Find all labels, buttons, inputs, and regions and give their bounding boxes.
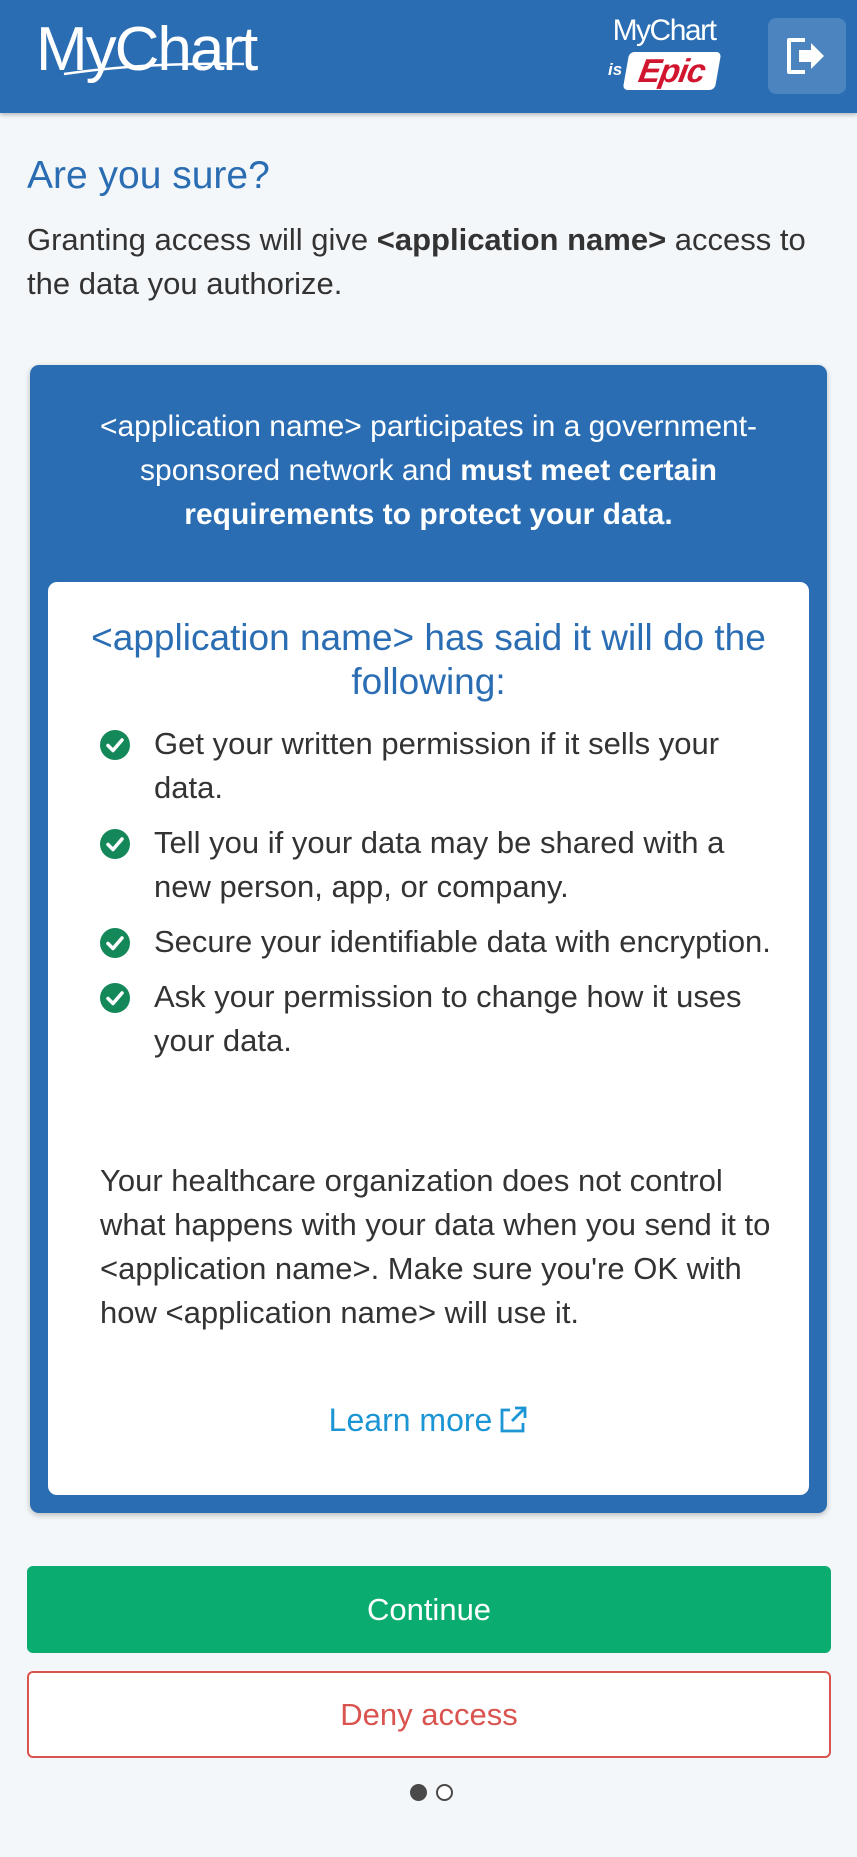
pagination-dots (410, 1784, 460, 1804)
mychart-is-epic-badge (594, 14, 734, 96)
check-circle-icon (100, 928, 130, 958)
page-dot-inactive (436, 1784, 453, 1801)
data-control-note: Your healthcare organization does not control what happens with your data when you send it to <application name>. Make sure you're OK with how <application name> will use it. (100, 1163, 771, 1330)
list-item-text: Secure your identifiable data with encryption. (154, 924, 771, 959)
list-item-text: Get your written permission if it sells your data. (154, 726, 720, 805)
list-item (100, 975, 780, 1063)
list-item (100, 722, 780, 810)
commitments-card (48, 582, 809, 1495)
deny-access-button[interactable]: Deny access (27, 1671, 831, 1758)
commitments-heading: <application name> has said it will do the following: (91, 617, 766, 702)
intro-app-name: <application name> (376, 222, 667, 257)
badge-epic-text: Epic (623, 52, 722, 90)
check-circle-icon (100, 829, 130, 859)
learn-more-label[interactable]: Learn more (328, 1402, 493, 1438)
badge-mychart-text: MyChart (612, 14, 716, 47)
page-dot-active (410, 1784, 427, 1801)
network-requirements-text: must meet certain requirements to protect your data. (184, 454, 717, 531)
page-title: Are you sure? (27, 154, 270, 197)
badge-is-text: is (608, 60, 623, 79)
mychart-logo: MyChart (36, 15, 257, 84)
continue-button[interactable]: Continue (27, 1566, 831, 1653)
learn-more-link[interactable] (48, 1398, 809, 1442)
app-header (0, 0, 857, 113)
network-description: <application name> participates in a government-sponsored network and must meet certain requirements to protect your data. (99, 410, 758, 531)
check-circle-icon (100, 730, 130, 760)
check-circle-icon (100, 983, 130, 1013)
logout-icon (785, 36, 829, 76)
list-item-text: Tell you if your data may be shared with a new person, app, or company. (154, 825, 725, 904)
list-item (100, 821, 780, 909)
logo-swoosh-icon (36, 60, 246, 80)
external-link-icon (498, 1405, 528, 1435)
list-item-text: Ask your permission to change how it uses your data. (154, 979, 742, 1058)
list-item (100, 920, 780, 964)
commitments-list (100, 722, 780, 1074)
network-info-card (30, 365, 827, 1513)
intro-text: Granting access will give <application name> access to the data you authorize. (27, 222, 806, 301)
logout-button[interactable] (768, 18, 846, 94)
